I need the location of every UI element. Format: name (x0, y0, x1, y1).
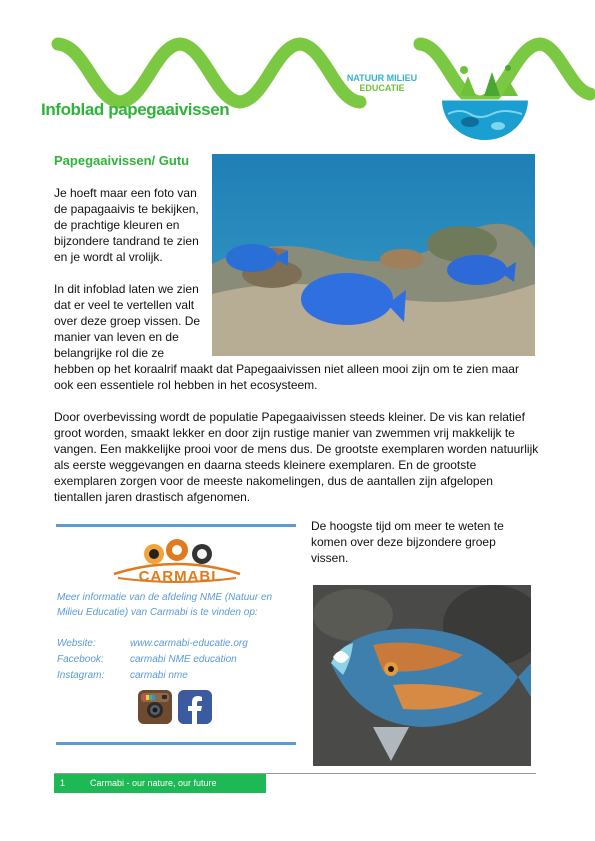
overfishing-paragraph: Door overbevissing wordt de populatie Papegaaivissen steeds kleiner. De vis kan relatief groot worden, smaakt lekker en door zijn rustige manier van zwemmen vrij makkelijk te vangen. Een makkelijke prooi voor de mens dus. De grootste exemplaren worden natuurlijk als eerste weggevangen en daarna steeds kleinere exemplaren. En de grootste exemplaren zorgen voor de meeste nakomelingen, dus de aantallen zijn afgelopen tientallen jaren drastisch afgenomen. (54, 410, 539, 504)
nme-logo-emblem (440, 56, 530, 140)
closing-paragraph: De hoogste tijd om meer te weten te komen over deze bijzondere groep vissen. (311, 519, 504, 565)
info-box-top-rule (56, 524, 296, 527)
info-box-bottom-rule (56, 742, 296, 745)
page-number: 1 (60, 778, 66, 788)
website-row (57, 636, 297, 652)
logo-line-2: EDUCATIE (359, 83, 405, 93)
footer-bar (54, 774, 266, 793)
paragraph-2-part-1: In dit infoblad laten we zien dat er veel te vertellen valt over deze groep vissen. De manier van leven en de belangrijke rol die ze (54, 282, 201, 360)
logo-line-1: NATUUR MILIEU (346, 73, 418, 83)
facebook-icon[interactable] (178, 690, 212, 724)
page-title: Infoblad papegaaivissen (41, 100, 230, 119)
info-text: Meer informatie van de afdeling NME (Natuur en Milieu Educatie) van Carmabi is te vinden op: (57, 592, 273, 618)
parrotfish-closeup-photo (313, 585, 531, 766)
instagram-link[interactable]: carmabi nme (130, 670, 188, 681)
facebook-row (57, 652, 297, 668)
footer-text: Carmabi - our nature, our future (90, 778, 217, 788)
facebook-link[interactable]: carmabi NME education (130, 654, 237, 665)
section-heading: Papegaaivissen/ Gutu (54, 153, 190, 168)
website-link[interactable]: www.carmabi-educatie.org (130, 638, 248, 649)
paragraph-2-part-2: hebben op het koraalrif maakt dat Papegaaivissen niet alleen mooi zijn om te zien maar ook een essentiele rol hebben in het ecosysteem. (54, 362, 519, 392)
intro-paragraph: Je hoeft maar een foto van de papagaaivis te bekijken, de prachtige kleuren en bijzondere tandrand te zien en je wordt al vrolijk. (54, 186, 199, 264)
instagram-label: Instagram: (57, 670, 105, 681)
instagram-row (57, 668, 297, 684)
reef-parrotfish-photo (212, 154, 535, 356)
website-label: Website: (57, 638, 96, 649)
nme-logo-text (336, 73, 428, 93)
carmabi-logo-text: CARMABI (138, 568, 217, 585)
instagram-icon[interactable] (138, 690, 172, 724)
facebook-label: Facebook: (57, 654, 104, 665)
